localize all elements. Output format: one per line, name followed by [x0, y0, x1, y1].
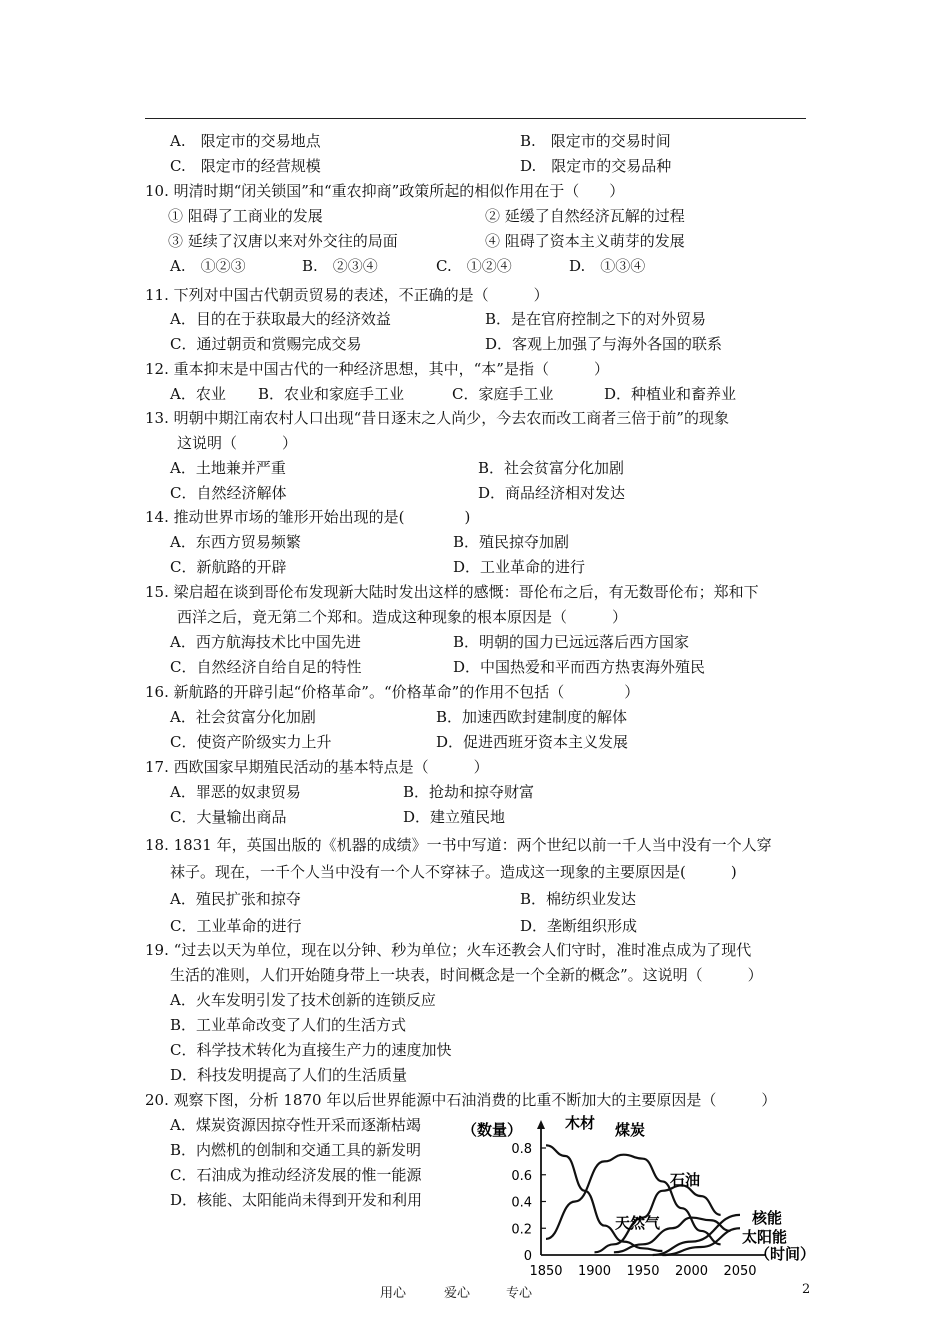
footer-word-2: 爱心 [444, 1286, 471, 1301]
q15-option-a: A．西方航海技术比中国先进 [170, 633, 361, 651]
y-tick-label: 0.6 [511, 1168, 532, 1184]
series-label-1: 煤炭 [615, 1121, 646, 1139]
chart-axes [537, 1120, 765, 1255]
q19-option-a: A．火车发明引发了技术创新的连锁反应 [170, 991, 436, 1009]
q13-stem-line1: 13. 明朝中期江南农村人口出现“昔日逐末之人尚少，今去农而改工商者三倍于前”的现象 [145, 409, 729, 427]
q15-option-c: C．自然经济自给自足的特性 [170, 658, 362, 676]
q19-stem-line2: 生活的准则，人们开始随身带上一块表，时间概念是一个全新的概念”。这说明（ ） [170, 966, 763, 984]
q11-option-c: C．通过朝贡和赏赐完成交易 [170, 335, 362, 353]
y-tick-label: 0.8 [511, 1142, 532, 1157]
q10-stem: 10. 明清时期“闭关锁国”和“重农抑商”政策所起的相似作用在于（ ） [145, 182, 625, 200]
q14-option-a: A．东西方贸易频繁 [170, 533, 301, 551]
q14-option-c: C．新航路的开辟 [170, 558, 287, 576]
x-tick-label: 1950 [626, 1264, 660, 1279]
page-number: 2 [802, 1282, 811, 1297]
q11-option-b: B．是在官府控制之下的对外贸易 [485, 310, 707, 328]
q20-option-b: B．内燃机的创制和交通工具的新发明 [170, 1141, 422, 1159]
q12-option-c: C．家庭手工业 [452, 385, 554, 403]
q17-stem: 17. 西欧国家早期殖民活动的基本特点是（ ） [145, 758, 489, 776]
q19-option-d: D．科技发明提高了人们的生活质量 [170, 1066, 408, 1084]
q15-stem-line2: 西洋之后，竟无第二个郑和。造成这种现象的根本原因是（ ） [177, 608, 628, 626]
series-label-2: 石油 [670, 1171, 701, 1189]
q13-option-d: D．商品经济相对发达 [478, 484, 626, 502]
series-line-5 [662, 1228, 740, 1255]
q18-option-a: A．殖民扩张和掠夺 [170, 890, 301, 908]
q14-option-d: D．工业革命的进行 [453, 558, 586, 576]
q20-option-d: D．核能、太阳能尚未得到开发和利用 [170, 1191, 423, 1209]
q18-option-c: C．工业革命的进行 [170, 917, 302, 935]
q15-option-d: D．中国热爱和平而西方热衷海外殖民 [453, 658, 706, 676]
q9-option-b: B. 限定市的交易时间 [520, 132, 671, 150]
q10-statement-1: ① 阻碍了工商业的发展 [168, 207, 323, 225]
q11-option-d: D．客观上加强了与海外各国的联系 [485, 335, 723, 353]
q12-stem: 12. 重本抑末是中国古代的一种经济思想，其中，“本”是指（ ） [145, 360, 609, 378]
footer-word-1: 用心 [380, 1286, 407, 1301]
q19-stem-line1: 19. “过去以天为单位，现在以分钟、秒为单位；火车还教会人们守时，准时准点成为了现代 [145, 941, 752, 959]
q18-stem-line2: 袜子。现在，一千个人当中没有一个人不穿袜子。造成这一现象的主要原因是( ) [170, 863, 737, 881]
x-tick-label: 2000 [674, 1264, 709, 1279]
q14-stem: 14. 推动世界市场的雏形开始出现的是( ) [145, 508, 471, 526]
q10-option-b: B. ②③④ [302, 257, 378, 275]
q20-option-c: C．石油成为推动经济发展的惟一能源 [170, 1166, 422, 1184]
footer-word-3: 专心 [506, 1286, 533, 1301]
x-tick-label: 1900 [577, 1264, 612, 1279]
q13-stem-line2: 这说明（ ） [177, 434, 298, 452]
q15-stem-line1: 15. 梁启超在谈到哥伦布发现新大陆时发出这样的感慨：哥伦布之后，有无数哥伦布；郑和下 [145, 583, 759, 601]
q18-option-b: B．棉纺织业发达 [520, 890, 637, 908]
q14-option-b: B．殖民掠夺加剧 [453, 533, 570, 551]
q16-option-c: C．使资产阶级实力上升 [170, 733, 332, 751]
y-tick-label: 0 [523, 1249, 532, 1264]
q17-option-c: C．大量输出商品 [170, 808, 287, 826]
q18-option-d: D．垄断组织形成 [520, 917, 638, 935]
y-tick-label: 0.2 [511, 1222, 532, 1238]
q16-option-b: B．加速西欧封建制度的解体 [436, 708, 628, 726]
q9-option-c: C. 限定市的经营规模 [170, 157, 321, 175]
y-axis-label: （数量） [462, 1121, 523, 1139]
q20-option-a: A．煤炭资源因掠夺性开采而逐渐枯竭 [170, 1116, 421, 1134]
q10-option-c: C. ①②④ [436, 257, 512, 275]
q17-option-a: A．罪恶的奴隶贸易 [170, 783, 301, 801]
q19-option-c: C．科学技术转化为直接生产力的速度加快 [170, 1041, 452, 1059]
q11-option-a: A．目的在于获取最大的经济效益 [170, 310, 391, 328]
q13-option-a: A．土地兼并严重 [170, 459, 286, 477]
energy-consumption-chart [460, 1114, 816, 1280]
series-label-4: 核能 [752, 1209, 783, 1227]
q13-option-b: B．社会贫富分化加剧 [478, 459, 625, 477]
q17-option-b: B．抢劫和掠夺财富 [403, 783, 535, 801]
header-rule [145, 118, 806, 119]
q10-statement-2: ② 延缓了自然经济瓦解的过程 [485, 207, 685, 225]
q10-statement-4: ④ 阻碍了资本主义萌芽的发展 [485, 232, 685, 250]
q19-option-b: B．工业革命改变了人们的生活方式 [170, 1016, 407, 1034]
series-label-0: 木材 [565, 1114, 596, 1132]
q12-option-d: D．种植业和畜养业 [604, 385, 737, 403]
q18-stem-line1: 18. 1831 年，英国出版的《机器的成绩》一书中写道：两个世纪以前一千人当中没有一个人穿 [145, 836, 772, 854]
x-tick-label: 2050 [723, 1264, 757, 1279]
x-tick-label: 1850 [529, 1264, 563, 1279]
q13-option-c: C．自然经济解体 [170, 484, 287, 502]
q12-option-b: B．农业和家庭手工业 [258, 385, 405, 403]
series-label-3: 天然气 [615, 1214, 661, 1232]
q9-option-a: A. 限定市的交易地点 [170, 132, 321, 150]
q12-option-a: A．农业 [170, 385, 226, 403]
q11-stem: 11. 下列对中国古代朝贡贸易的表述，不正确的是（ ） [145, 286, 549, 304]
q15-option-b: B．明朝的国力已远远落后西方国家 [453, 633, 690, 651]
q10-option-d: D. ①③④ [569, 257, 646, 275]
q10-statement-3: ③ 延续了汉唐以来对外交往的局面 [168, 232, 398, 250]
y-axis-arrow [537, 1120, 545, 1129]
q17-option-d: D．建立殖民地 [403, 808, 506, 826]
q20-stem: 20. 观察下图，分析 1870 年以后世界能源中石油消费的比重不断加大的主要原因是（ ） [145, 1091, 777, 1109]
x-axis-label: （时间） [755, 1245, 816, 1263]
q16-option-d: D．促进西班牙资本主义发展 [436, 733, 629, 751]
q16-option-a: A．社会贫富分化加剧 [170, 708, 316, 726]
q16-stem: 16. 新航路的开辟引起“价格革命”。“价格革命”的作用不包括（ ） [145, 683, 640, 701]
q9-option-d: D. 限定市的交易品种 [520, 157, 672, 175]
series-label-5: 太阳能 [742, 1228, 788, 1246]
y-tick-label: 0.4 [511, 1195, 532, 1211]
q10-option-a: A. ①②③ [170, 257, 246, 275]
series-line-4 [653, 1215, 740, 1255]
